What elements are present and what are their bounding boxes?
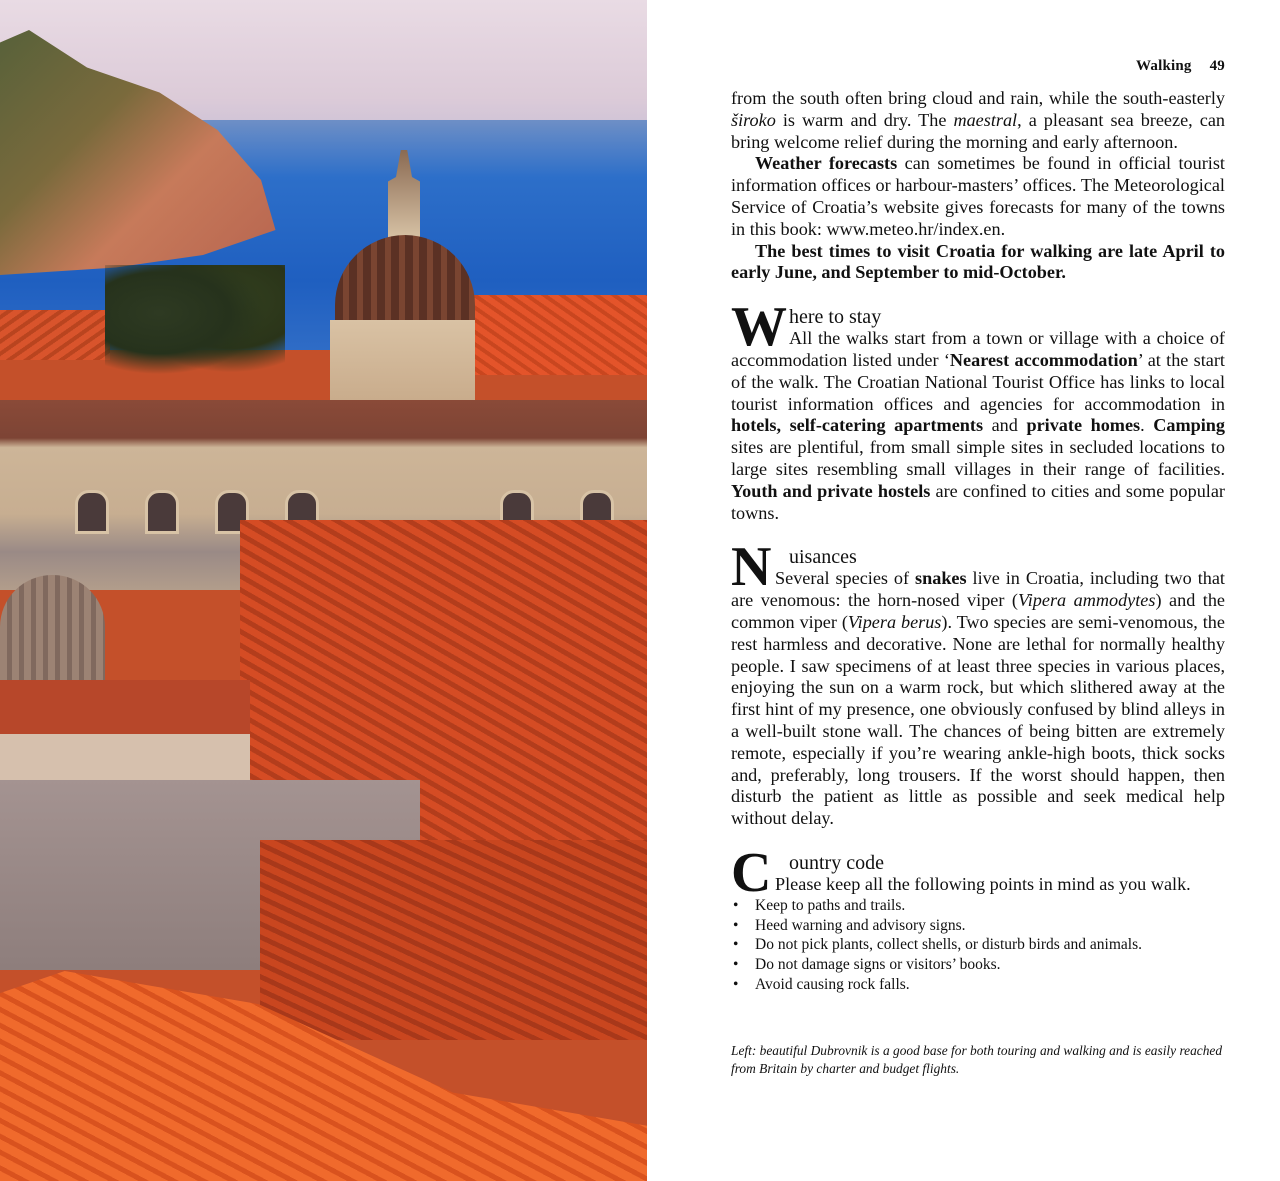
section-intro: Please keep all the following points in mind as you walk. bbox=[775, 873, 1191, 894]
section-heading: C ountry code bbox=[731, 841, 884, 904]
running-head bbox=[1136, 58, 1225, 75]
list-item: • Avoid causing rock falls. bbox=[731, 975, 1225, 995]
list-item: • Heed warning and advisory signs. bbox=[731, 916, 1225, 936]
section-nuisances bbox=[731, 536, 1225, 830]
intro-paragraph: from the south often bring cloud and rain, while the south-easterly široko is warm and dry. The maestral, a pleasant sea breeze, can bring welcome relief during the morning and early afternoon. bbox=[731, 88, 1225, 152]
weather-forecasts-term: Weather forecasts bbox=[755, 153, 898, 174]
drop-cap: C bbox=[731, 841, 772, 904]
photo-roof bbox=[0, 310, 110, 360]
best-times-paragraph: The best times to visit Croatia for walking are late April to early June, and September to mid-October. bbox=[731, 240, 1225, 283]
photo-palm-trees bbox=[105, 265, 285, 385]
list-item: • Do not pick plants, collect shells, or disturb birds and animals. bbox=[731, 935, 1225, 955]
section-country-code bbox=[731, 841, 1225, 995]
drop-cap: W bbox=[731, 296, 787, 359]
photo-rooftops bbox=[260, 840, 647, 1040]
running-head-section: Walking bbox=[1136, 58, 1192, 74]
section-text: Several species of snakes live in Croatia, including two that are venomous: the horn-nosed viper (Vipera ammodytes) and the common viper (Vipera berus). Two species are semi-venomous, the rest harmless and decorative. None are lethal for normally healthy people. I saw specimens of at least three species in various places, enjoying the sun on a warm rock, but which slithered away at the first hint of my presence, one obviously confused by blind alleys in a well-built stone wall. The chances of being bitten are extremely remote, especially if you’re wearing ankle-high boots, thick socks and, preferably, long trousers. If the worst should happen, then disturb the patient as little as possible and seek medical help without delay. bbox=[731, 568, 1225, 829]
section-where-to-stay bbox=[731, 296, 1225, 524]
page-number: 49 bbox=[1209, 58, 1225, 74]
page-body bbox=[731, 88, 1225, 995]
photo-roof bbox=[470, 295, 647, 375]
photo-caption: Left: beautiful Dubrovnik is a good base for both touring and walking and is easily reached from Britain by charter and budget flights. bbox=[731, 1043, 1223, 1076]
photo-church-dome bbox=[0, 575, 105, 685]
photo-window bbox=[75, 490, 109, 534]
photo-window bbox=[145, 490, 179, 534]
section-text: All the walks start from a town or village with a choice of accommodation listed under ‘Nearest accommodation’ at the start of the walk. The Croatian National Tourist Office has links to local tourist information offices and agencies for accommodation in hotels, self-catering apartments and private homes. Camping sites are plentiful, from small simple sites in secluded locations to large sites resembling small villages in their range of facilities. Youth and private hostels are confined to cities and some popular towns. bbox=[731, 328, 1225, 523]
country-code-list bbox=[731, 896, 1225, 995]
weather-paragraph: Weather forecasts can sometimes be found in official tourist information offices or harbour-masters’ offices. The Meteorological Service of Croatia’s website gives forecasts for many of the towns in this book: www.meteo.hr/index.en. bbox=[731, 153, 1225, 239]
section-heading: W here to stay bbox=[731, 296, 882, 359]
drop-cap: N bbox=[731, 536, 772, 599]
list-item: • Do not damage signs or visitors’ books. bbox=[731, 955, 1225, 975]
list-item: • Keep to paths and trails. bbox=[731, 896, 1225, 916]
section-heading: N uisances bbox=[731, 536, 857, 599]
